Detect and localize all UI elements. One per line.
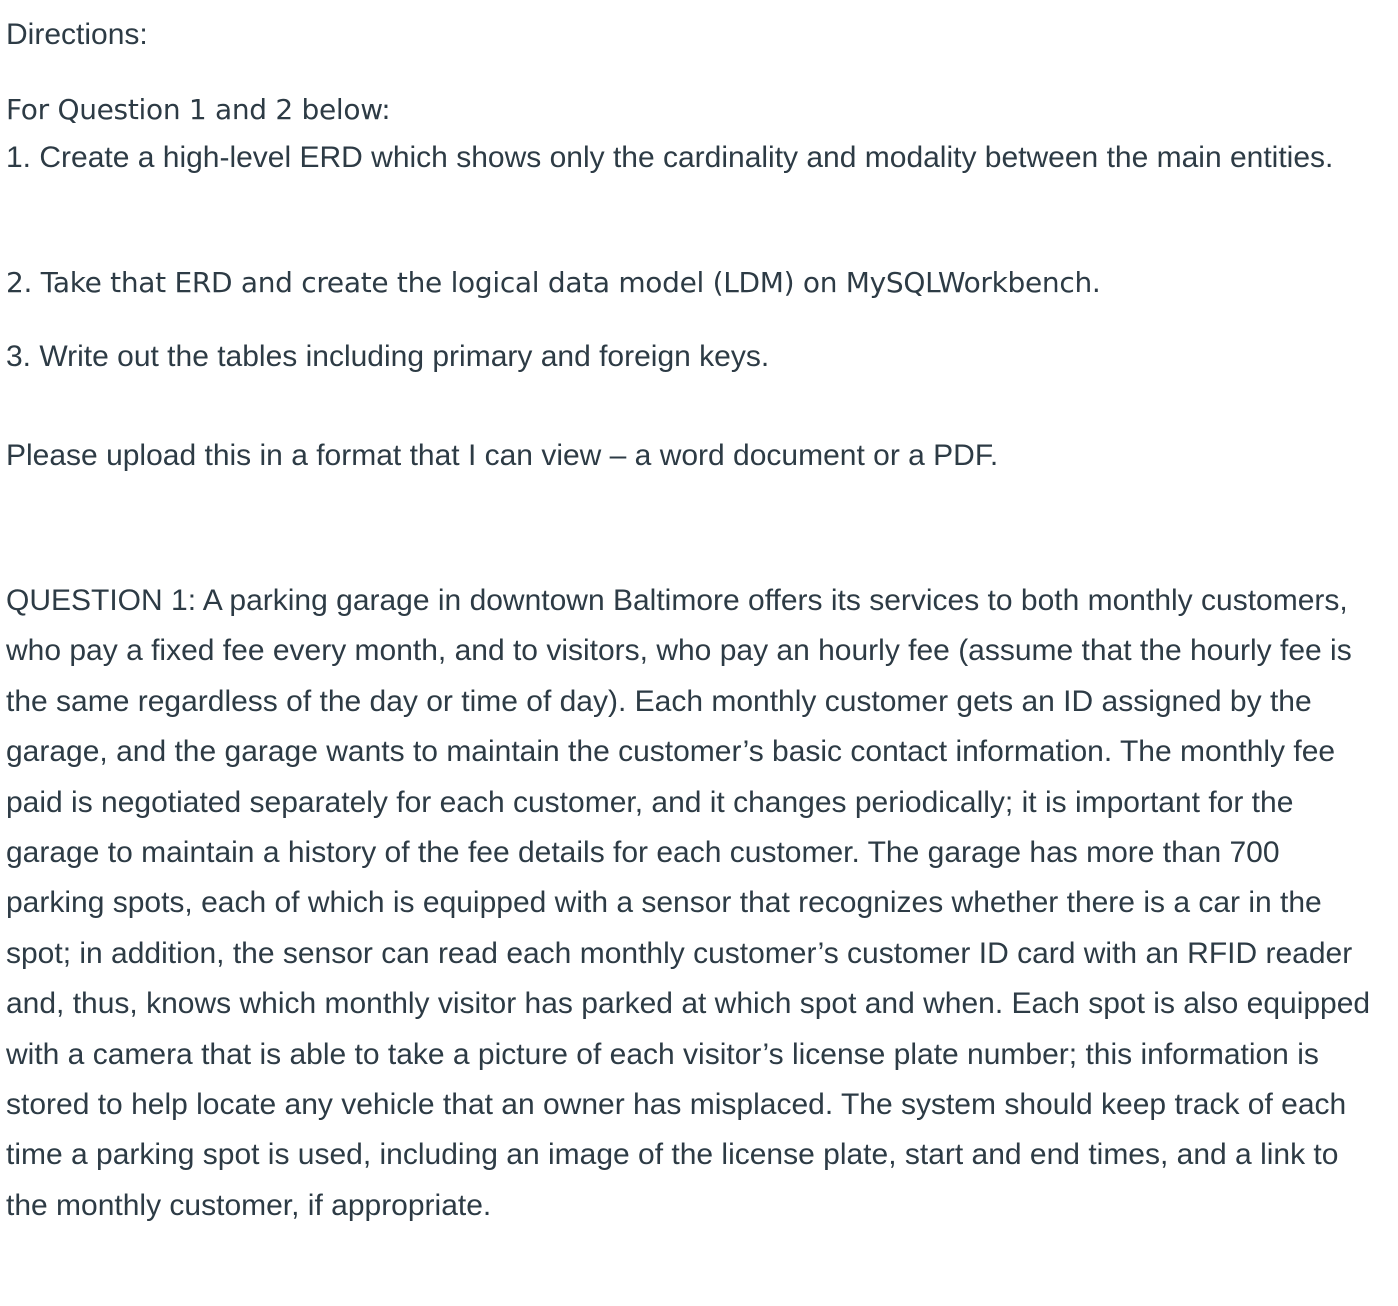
question-1-text: QUESTION 1: A parking garage in downtown Baltimore offers its services to both monthly customers, who pay a fixed fee every month, and to visitors, who pay an hourly fee (assume that the hourly fee is the same regardless of the day or time of day). Each monthly customer gets an ID assigned by the garage, and the garage wants to maintain the customer’s basic contact information. The monthly fee paid is negotiated separately for each customer, and it changes periodically; it is important for the garage to maintain a history of the fee details for each customer. The garage has more than 700 parking spots, each of which is equipped with a sensor that recognizes whether there is a car in the spot; in addition, the sensor can read each monthly customer’s customer ID card with an RFID reader and, thus, knows which monthly visitor has parked at which spot and when. Each spot is also equipped with a camera that is able to take a picture of each visitor’s license plate number; this information is stored to help locate any vehicle that an owner has misplaced. The system should keep track of each time a parking spot is used, including an image of the license plate, start and end times, and a link to the monthly customer, if appropriate. [6, 584, 1371, 1222]
for-questions-label: For Question 1 and 2 below: [6, 93, 391, 126]
directions-heading: Directions: [6, 18, 148, 51]
step-2: 2. Take that ERD and create the logical data model (LDM) on MySQLWorkbench. [6, 266, 1101, 299]
upload-instructions: Please upload this in a format that I can view – a word document or a PDF. [6, 439, 999, 472]
step-1: 1. Create a high-level ERD which shows only the cardinality and modality between the main entities. [6, 141, 1334, 174]
step-3: 3. Write out the tables including primary and foreign keys. [6, 340, 770, 373]
